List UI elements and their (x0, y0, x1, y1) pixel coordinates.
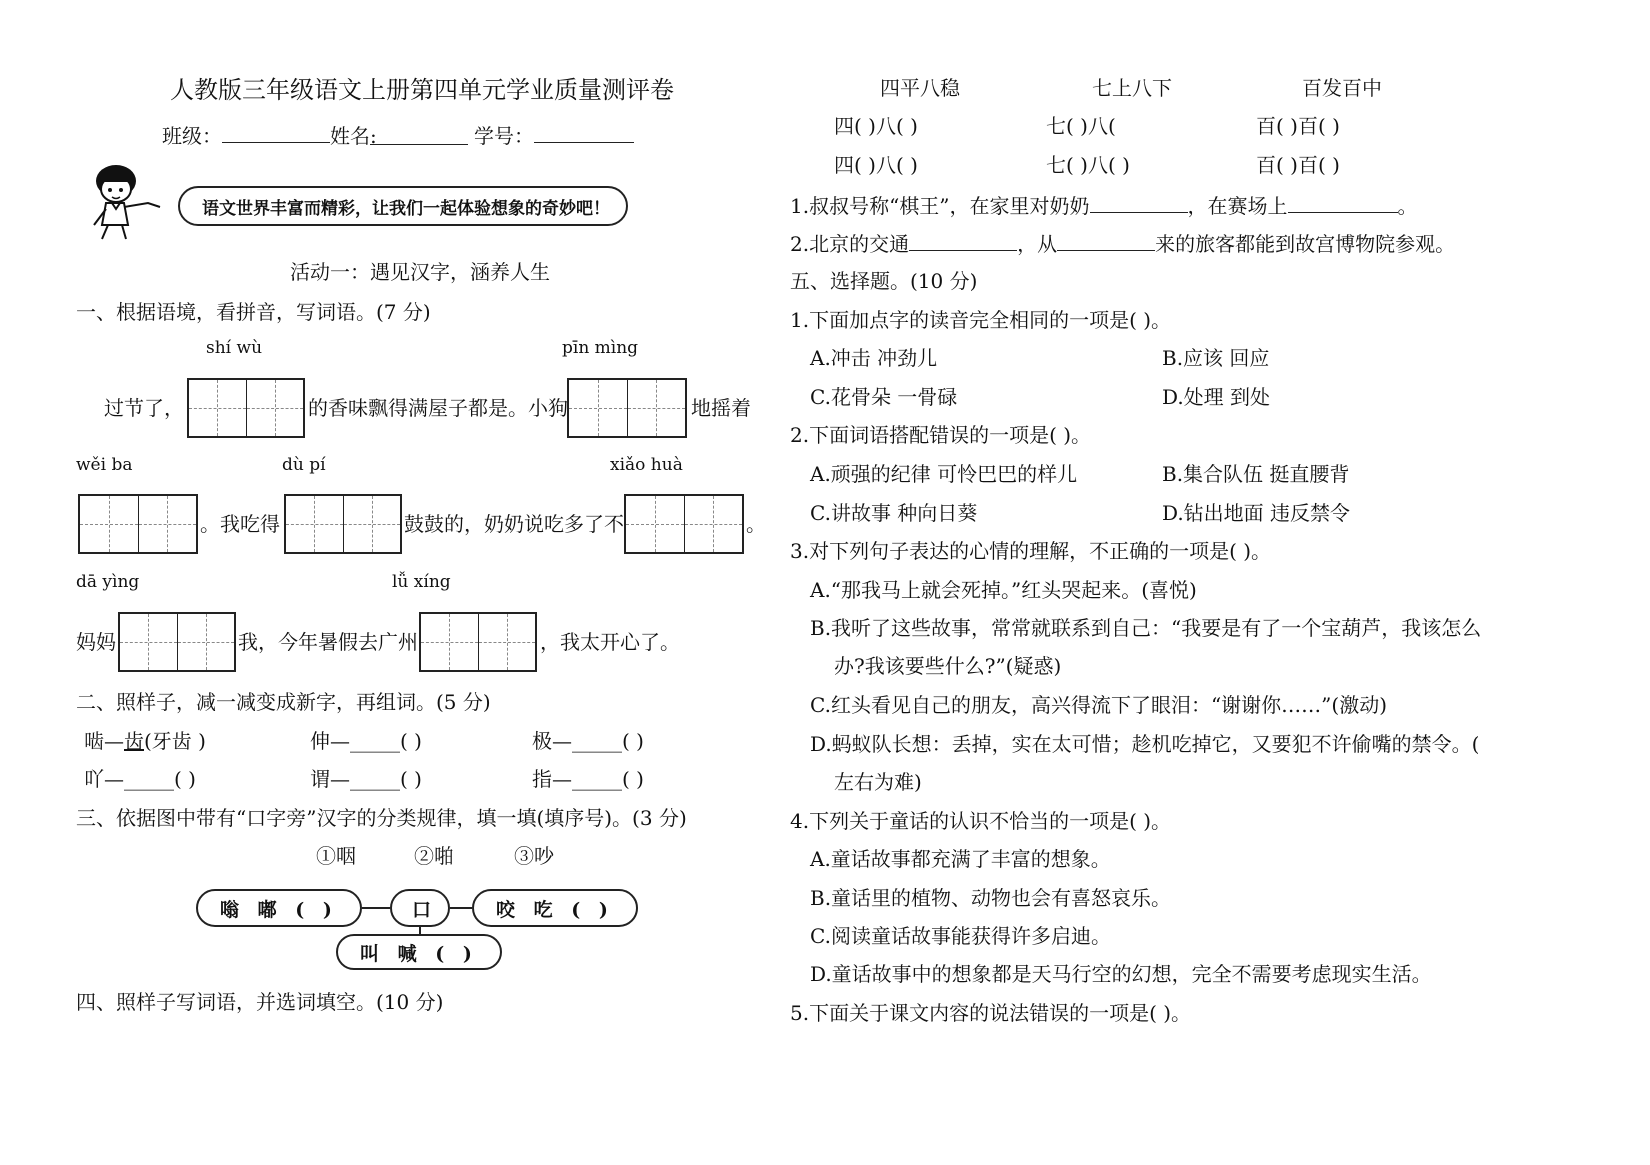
speech-bubble: 语文世界丰富而精彩，让我们一起体验想象的奇妙吧！ (178, 186, 628, 226)
answer-box-xiaohua[interactable] (624, 494, 744, 554)
fill-qi-ba-1[interactable]: 七( )八( (1046, 114, 1116, 138)
mc-q1-option-d[interactable]: D.处理 到处 (1162, 385, 1271, 409)
section4-heading: 四、照样子写词语，并选词填空。(10 分) (76, 990, 444, 1014)
example-word: (牙齿 ) (144, 729, 206, 753)
mc-q2: 2.下面词语搭配错误的一项是( )。 (790, 423, 1092, 447)
id-field[interactable] (534, 124, 634, 143)
section4-q2 (790, 232, 1455, 254)
option-pa: ②啪 (414, 844, 454, 868)
q1-text-c: 。 (1397, 194, 1418, 218)
answer-box-weiba[interactable] (78, 494, 198, 554)
option-yan: ①咽 (316, 844, 356, 868)
answer-box-pinming[interactable] (567, 378, 687, 438)
pinyin-dupi: dù pí (282, 455, 326, 475)
example-char: 啮— (84, 729, 124, 753)
fill-bai-bai-1[interactable]: 百( )百( ) (1256, 114, 1340, 138)
fill-si-ba-1[interactable]: 四( )八( ) (834, 114, 918, 138)
left-category-pill[interactable]: 嗡 嘟 ( ) (196, 889, 362, 927)
activity-heading: 活动一：遇见汉字，涵养人生 (290, 260, 550, 284)
mc-q2-option-b[interactable]: B.集合队伍 挺直腰背 (1162, 462, 1350, 486)
cartoon-girl-icon (88, 163, 166, 243)
page-title: 人教版三年级语文上册第四单元学业质量测评卷 (170, 76, 674, 104)
mc-q3-option-d-cont: 左右为难) (834, 770, 922, 794)
option-chao: ③吵 (514, 844, 554, 868)
name-colon: : (370, 124, 377, 148)
right-category-pill[interactable]: 咬 吃 ( ) (472, 889, 638, 927)
q2-item-wei[interactable]: 谓—_____( ) (310, 767, 422, 791)
mc-q1-option-b[interactable]: B.应该 回应 (1162, 346, 1270, 370)
pinyin-weiba: wěi ba (76, 455, 133, 475)
pinyin-lvxing: lǚ xíng (392, 572, 451, 592)
q2-blank-1[interactable] (909, 232, 1017, 251)
answer-box-shiwu[interactable] (187, 378, 305, 438)
mc-q1-option-a[interactable]: A.冲击 冲劲儿 (810, 346, 938, 370)
center-radical-pill: 口 (390, 889, 450, 927)
name-label: 姓名 (330, 124, 370, 148)
section2-heading: 二、照样子，减一减变成新字，再组词。(5 分) (76, 690, 491, 714)
q2-blank-2[interactable] (1057, 232, 1155, 251)
mc-q1-option-c[interactable]: C.花骨朵 一骨碌 (810, 385, 958, 409)
pinyin-pinming: pīn mìng (562, 338, 639, 358)
example-qishangbaxia: 七上八下 (1092, 76, 1172, 100)
answer-box-lvxing[interactable] (419, 612, 537, 672)
mc-q3: 3.对下列句子表达的心情的理解，不正确的一项是( )。 (790, 539, 1272, 563)
answer-box-daying[interactable] (118, 612, 236, 672)
line2-text-a: 。我吃得 (200, 512, 280, 536)
line1-text-c: 地摇着 (691, 396, 751, 420)
pinyin-xiaohua: xiǎo huà (610, 455, 683, 475)
bottom-category-pill[interactable]: 叫 喊 ( ) (336, 934, 502, 970)
example-answer: 齿 (124, 729, 144, 753)
section4-q1 (790, 194, 1418, 216)
q2-item-zhi[interactable]: 指—_____( ) (532, 767, 644, 791)
mc-q3-option-b-cont: 办?我该要些什么?”(疑惑) (834, 654, 1062, 678)
class-label: 班级： (162, 124, 222, 148)
line1-text-a: 过节了， (104, 396, 184, 420)
q1-blank-2[interactable] (1288, 194, 1398, 213)
fill-bai-bai-2[interactable]: 百( )百( ) (1256, 153, 1340, 177)
class-field[interactable] (222, 124, 330, 143)
answer-box-dupi[interactable] (284, 494, 402, 554)
line3-text-c: ，我太开心了。 (540, 630, 680, 654)
example-sipingbawen: 四平八稳 (880, 76, 960, 100)
q2-text-c: 来的旅客都能到故宫博物院参观。 (1155, 232, 1456, 256)
mc-q4: 4.下列关于童话的认识不恰当的一项是( )。 (790, 809, 1172, 833)
q1-blank-1[interactable] (1090, 194, 1188, 213)
mc-q2-option-d[interactable]: D.钻出地面 违反禁令 (1162, 501, 1351, 525)
section3-heading: 三、依据图中带有“口字旁”汉字的分类规律，填一填(填序号)。(3 分) (76, 806, 687, 830)
mc-q4-option-c[interactable]: C.阅读童话故事能获得许多启迪。 (810, 924, 1111, 948)
mc-q1: 1.下面加点字的读音完全相同的一项是( )。 (790, 308, 1172, 332)
mc-q4-option-a[interactable]: A.童话故事都充满了丰富的想象。 (810, 847, 1111, 871)
mc-q2-option-a[interactable]: A.顽强的纪律 可怜巴巴的样儿 (810, 462, 1078, 486)
mc-q3-option-d[interactable]: D.蚂蚁队长想：丢掉，实在太可惜；趁机吃掉它，又要犯不许偷嘴的禁令。( (810, 732, 1480, 756)
id-label: 学号： (474, 124, 534, 148)
mc-q3-option-a[interactable]: A.“那我马上就会死掉。”红头哭起来。(喜悦) (810, 578, 1197, 602)
q2-item-shen[interactable]: 伸—_____( ) (310, 729, 422, 753)
fill-qi-ba-2[interactable]: 七( )八( ) (1046, 153, 1130, 177)
pinyin-shiwu: shí wù (206, 338, 263, 358)
connector-left (362, 907, 390, 909)
line3-text-a: 妈妈 (76, 630, 116, 654)
q2-item-ya[interactable]: 吖—_____( ) (84, 767, 196, 791)
pinyin-daying: dā yìng (76, 572, 140, 592)
q1-text-a: 1.叔叔号称“棋王”，在家里对奶奶 (790, 194, 1090, 218)
example-baifabaizhong: 百发百中 (1302, 76, 1382, 100)
q2-text-b: ，从 (1017, 232, 1058, 256)
fill-si-ba-2[interactable]: 四( )八( ) (834, 153, 918, 177)
student-info-row (162, 124, 634, 146)
q2-item-ji[interactable]: 极—_____( ) (532, 729, 644, 753)
mc-q5: 5.下面关于课文内容的说法错误的一项是( )。 (790, 1001, 1192, 1025)
line2-text-c: 。 (746, 512, 766, 536)
example-item (84, 731, 206, 751)
mc-q4-option-d[interactable]: D.童话故事中的想象都是天马行空的幻想，完全不需要考虑现实生活。 (810, 962, 1432, 986)
mc-q2-option-c[interactable]: C.讲故事 种向日葵 (810, 501, 978, 525)
mc-q3-option-c[interactable]: C.红头看见自己的朋友，高兴得流下了眼泪：“谢谢你……”(激动) (810, 693, 1388, 717)
section5-heading: 五、选择题。(10 分) (790, 269, 978, 293)
q1-text-b: ，在赛场上 (1187, 194, 1288, 218)
section1-heading: 一、根据语境，看拼音，写词语。(7 分) (76, 300, 431, 324)
name-field[interactable] (370, 124, 468, 148)
q2-text-a: 2.北京的交通 (790, 232, 910, 256)
line2-text-b: 鼓鼓的，奶奶说吃多了不 (404, 512, 624, 536)
connector-right (450, 907, 472, 909)
line3-text-b: 我，今年暑假去广州 (238, 630, 418, 654)
mc-q3-option-b[interactable]: B.我听了这些故事，常常就联系到自己：“我要是有了一个宝葫芦，我该怎么 (810, 616, 1482, 640)
line1-text-b: 的香味飘得满屋子都是。小狗 (308, 396, 568, 420)
mc-q4-option-b[interactable]: B.童话里的植物、动物也会有喜怒哀乐。 (810, 886, 1172, 910)
